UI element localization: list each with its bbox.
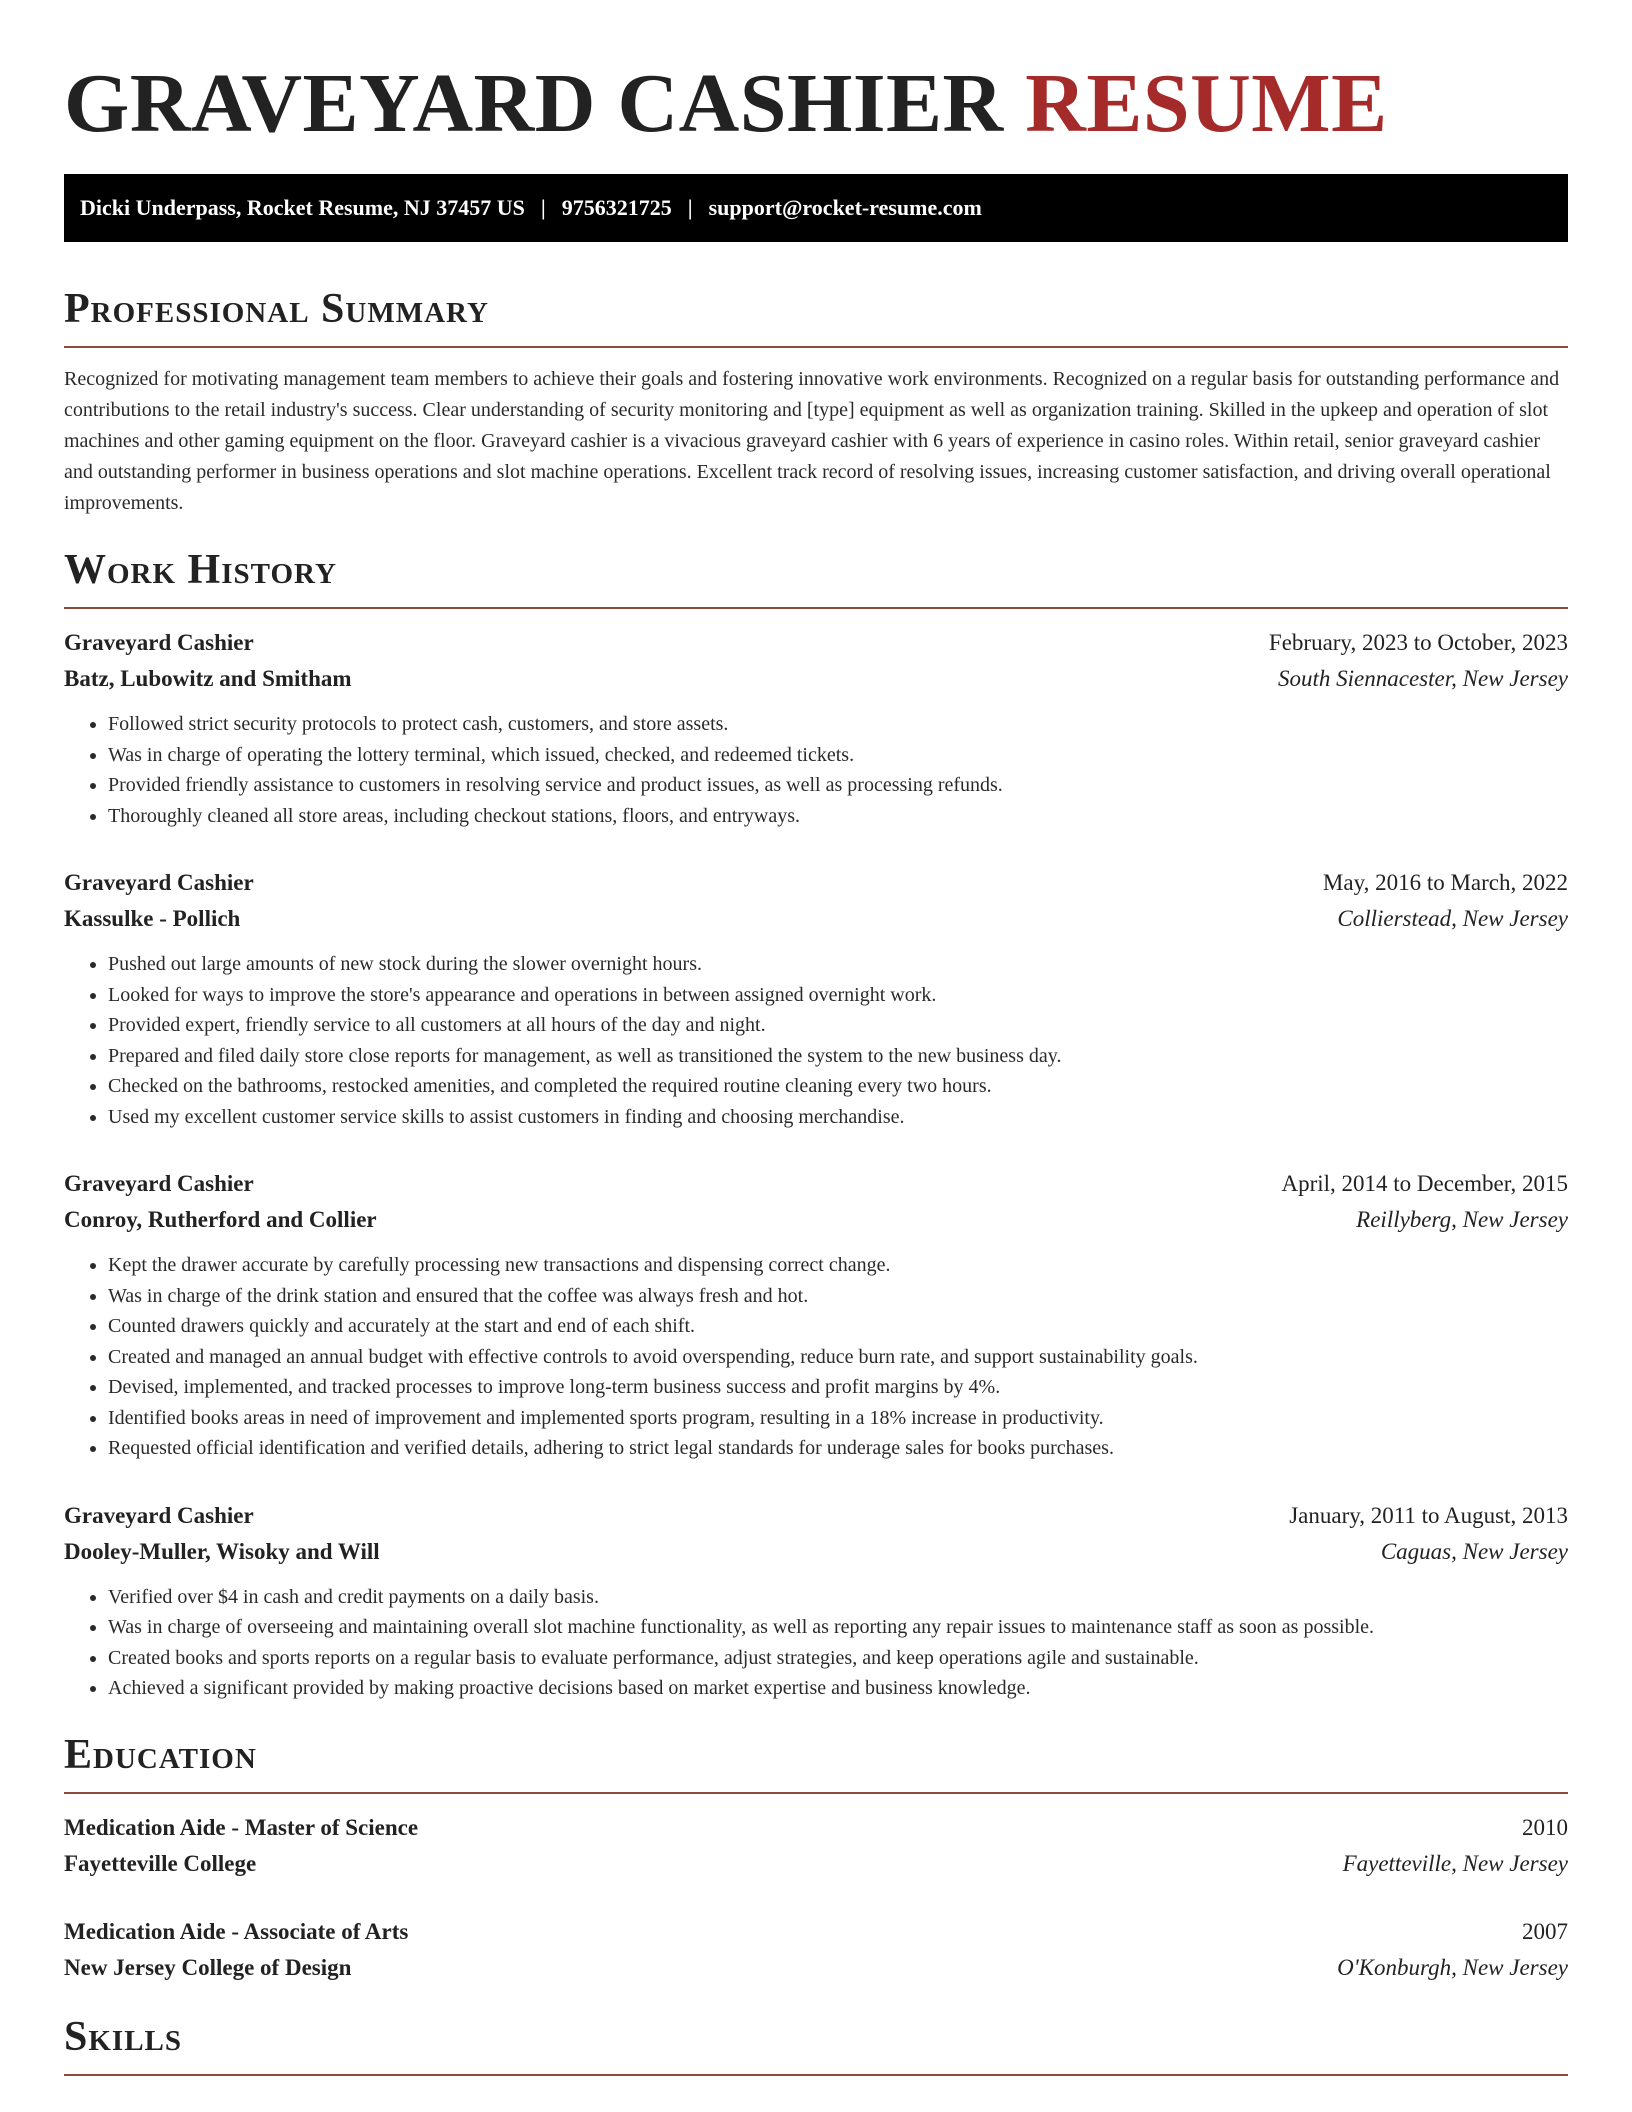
job-title: Graveyard Cashier — [64, 870, 254, 895]
job-entry — [64, 625, 1568, 831]
job-company-row — [64, 1534, 1568, 1570]
job-entry — [64, 1166, 1568, 1464]
education-degree-row — [64, 1810, 1568, 1846]
job-duty: • Verified over $4 in cash and credit payments on a daily basis. — [108, 1582, 1568, 1613]
education-heading: Education — [64, 1731, 257, 1778]
job-duty: • Provided friendly assistance to customers in resolving service and product issues, as well as processing refunds. — [108, 770, 1568, 801]
job-company-row — [64, 661, 1568, 697]
job-dates: February, 2023 to October, 2023 — [1268, 630, 1568, 655]
job-header-row — [64, 865, 1568, 901]
job-duty: • Was in charge of operating the lottery terminal, which issued, checked, and redeemed tickets. — [108, 740, 1568, 771]
job-header-row — [64, 625, 1568, 661]
job-duty: • Was in charge of overseeing and maintaining overall slot machine functionality, as well as reporting any repair issues to maintenance staff as soon as possible. — [108, 1612, 1568, 1643]
skills-section — [64, 2012, 1568, 2076]
job-header-row — [64, 1166, 1568, 1202]
job-company: Batz, Lubowitz and Smitham — [64, 666, 352, 691]
job-location: Collierstead, New Jersey — [1337, 906, 1568, 931]
contact-separator: | — [687, 195, 693, 220]
skills-heading: Skills — [64, 2013, 183, 2060]
contact-separator: | — [540, 195, 546, 220]
section-divider — [64, 1792, 1568, 1794]
job-title: Graveyard Cashier — [64, 1171, 254, 1196]
job-company: Conroy, Rutherford and Collier — [64, 1207, 377, 1232]
summary-text: Recognized for motivating management team members to achieve their goals and fostering innovative work environments. Recognized on a regular basis for outstanding performance and contributions to the retail industry's success. Clear understanding of security monitoring and [type] equipment as well as organization training. Skilled in the upkeep and operation of slot machines and other gaming equipment on the floor. Graveyard cashier is a vivacious graveyard cashier with 6 years of experience in casino roles. Within retail, senior graveyard cashier and outstanding performer in business operations and slot machine operations. Excellent track record of resolving issues, increasing customer satisfaction, and driving overall operational improvements. — [64, 368, 1560, 514]
education-location: O'Konburgh, New Jersey — [1337, 1954, 1568, 1980]
job-location: South Siennacester, New Jersey — [1278, 666, 1568, 691]
job-dates: April, 2014 to December, 2015 — [1281, 1171, 1568, 1196]
contact-phone: 9756321725 — [561, 195, 672, 220]
job-location: Caguas, New Jersey — [1380, 1538, 1568, 1564]
job-duty: • Used my excellent customer service skills to assist customers in finding and choosing merchandise. — [108, 1102, 1568, 1133]
job-header-row — [64, 1498, 1568, 1534]
job-duties-list — [64, 949, 1568, 1132]
education-entry — [64, 1914, 1568, 1986]
contact-bar — [64, 174, 1568, 242]
education-degree: Medication Aide - Associate of Arts — [64, 1918, 409, 1944]
job-duties-list — [64, 709, 1568, 831]
section-divider — [64, 346, 1568, 348]
section-divider — [64, 607, 1568, 609]
job-duty: • Devised, implemented, and tracked processes to improve long-term business success and profit margins by 4%. — [108, 1372, 1568, 1403]
job-duty: • Kept the drawer accurate by carefully processing new transactions and dispensing correct change. — [108, 1250, 1568, 1281]
education-year: 2010 — [1522, 1814, 1568, 1840]
job-duty: • Pushed out large amounts of new stock during the slower overnight hours. — [108, 949, 1568, 980]
education-year: 2007 — [1522, 1918, 1568, 1944]
summary-section — [64, 284, 1568, 519]
education-entry — [64, 1810, 1568, 1882]
job-title: Graveyard Cashier — [64, 1502, 254, 1528]
contact-address: Dicki Underpass, Rocket Resume, NJ 37457 US — [80, 195, 525, 220]
job-dates: May, 2016 to March, 2022 — [1322, 870, 1568, 895]
job-duty: • Provided expert, friendly service to all customers at all hours of the day and night. — [108, 1010, 1568, 1041]
education-school-row — [64, 1846, 1568, 1882]
job-duty: • Identified books areas in need of improvement and implemented sports program, resulting in a 18% increase in productivity. — [108, 1403, 1568, 1434]
job-duty: • Prepared and filed daily store close reports for management, as well as transitioned the system to the new business day. — [108, 1041, 1568, 1072]
job-duty: • Created books and sports reports on a regular basis to evaluate performance, adjust strategies, and keep operations agile and sustainable. — [108, 1643, 1568, 1674]
job-location: Reillyberg, New Jersey — [1356, 1207, 1568, 1232]
job-duty: • Counted drawers quickly and accurately at the start and end of each shift. — [108, 1311, 1568, 1342]
job-entry — [64, 865, 1568, 1132]
education-school: New Jersey College of Design — [64, 1954, 352, 1980]
job-duties-list — [64, 1250, 1568, 1464]
job-company-row — [64, 1202, 1568, 1238]
section-divider — [64, 2074, 1568, 2076]
education-section — [64, 1730, 1568, 1986]
job-duty: • Looked for ways to improve the store's appearance and operations in between assigned overnight work. — [108, 980, 1568, 1011]
contact-email: support@rocket-resume.com — [708, 195, 982, 220]
title-main: GRAVEYARD CASHIER — [64, 57, 1004, 150]
job-duty: • Achieved a significant provided by making proactive decisions based on market expertise and business knowledge. — [108, 1673, 1568, 1704]
job-company: Kassulke - Pollich — [64, 906, 241, 931]
summary-heading: Professional Summary — [64, 286, 489, 332]
job-duty: • Was in charge of the drink station and ensured that the coffee was always fresh and hot. — [108, 1281, 1568, 1312]
job-duty: • Created and managed an annual budget with effective controls to avoid overspending, reduce burn rate, and support sustainability goals. — [108, 1342, 1568, 1373]
work-history-heading: Work History — [64, 547, 337, 593]
work-history-section — [64, 545, 1568, 1704]
education-school-row — [64, 1950, 1568, 1986]
job-duty: • Requested official identification and verified details, adhering to strict legal standards for underage sales for books purchases. — [108, 1433, 1568, 1464]
job-duty: • Checked on the bathrooms, restocked amenities, and completed the required routine cleaning every two hours. — [108, 1071, 1568, 1102]
education-degree-row — [64, 1914, 1568, 1950]
resume-title — [64, 0, 1568, 150]
job-company-row — [64, 901, 1568, 937]
job-duties-list — [64, 1582, 1568, 1704]
job-company: Dooley-Muller, Wisoky and Will — [64, 1538, 380, 1564]
job-title: Graveyard Cashier — [64, 630, 254, 655]
job-duty: • Followed strict security protocols to protect cash, customers, and store assets. — [108, 709, 1568, 740]
education-school: Fayetteville College — [64, 1850, 257, 1876]
job-duty: • Thoroughly cleaned all store areas, including checkout stations, floors, and entryways. — [108, 801, 1568, 832]
education-degree: Medication Aide - Master of Science — [64, 1814, 419, 1840]
title-accent: RESUME — [1025, 57, 1388, 150]
education-location: Fayetteville, New Jersey — [1342, 1850, 1568, 1876]
job-dates: January, 2011 to August, 2013 — [1289, 1502, 1568, 1528]
job-entry — [64, 1498, 1568, 1704]
